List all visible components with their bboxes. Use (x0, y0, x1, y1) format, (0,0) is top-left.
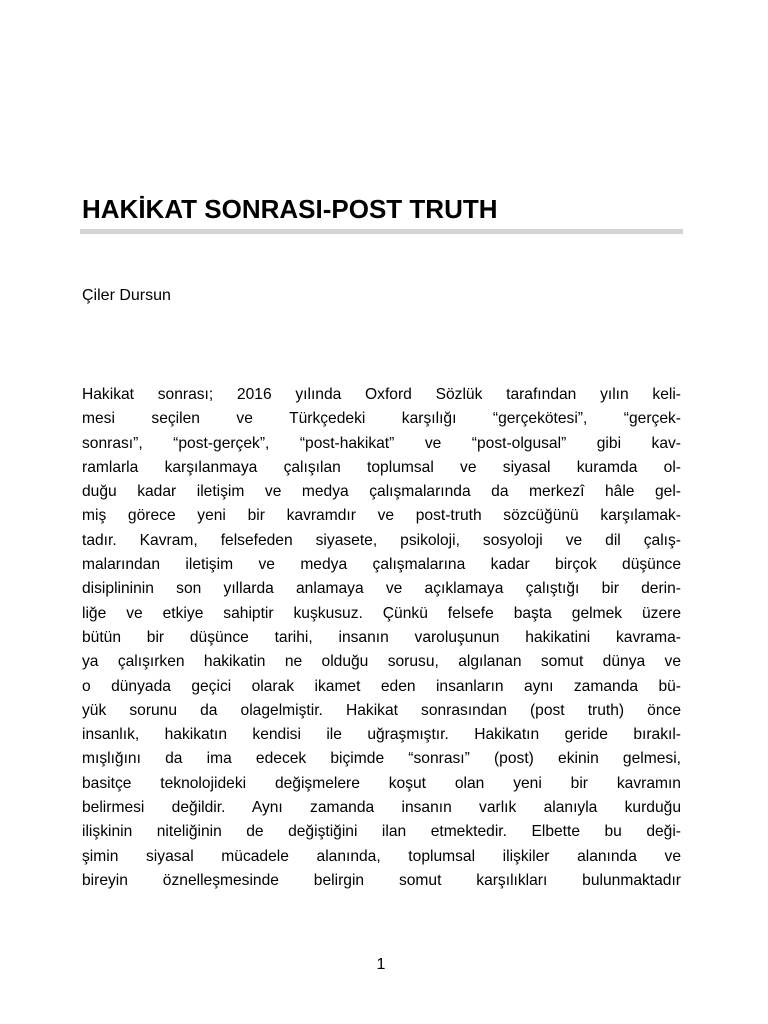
body-line: ya çalışırken hakikatin ne olduğu sorusu, algılanan somut dünya ve (82, 653, 681, 671)
page-number: 1 (376, 956, 386, 973)
body-line: malarından iletişim ve medya çalışmalarına kadar birçok düşünce (82, 556, 681, 574)
body-line: ilişkinin niteliğinin de değiştiğini ilan etmektedir. Elbette bu deği- (82, 823, 681, 841)
body-line: miş görece yeni bir kavramdır ve post-truth sözcüğünü karşılamak- (82, 507, 681, 525)
body-line: bütün bir düşünce tarihi, insanın varoluşunun hakikatini kavrama- (82, 628, 681, 646)
body-line: mışlığını da ima edecek biçimde “sonrası” (post) ekinin gelmesi, (82, 750, 681, 768)
body-line: duğu kadar iletişim ve medya çalışmalarında da merkezî hâle gel- (82, 483, 681, 501)
chapter-title: HAKİKAT SONRASI-POST TRUTH (82, 194, 498, 224)
body-line: sonrası”, “post-gerçek”, “post-hakikat” ve “post-olgusal” gibi kav- (82, 434, 681, 452)
body-line: bireyin öznelleşmesinde belirgin somut karşılıkları bulunmaktadır (82, 871, 681, 889)
body-line: liğe ve etkiye sahiptir kuşkusuz. Çünkü felsefe başta gelmek üzere (82, 604, 681, 622)
body-line: disiplininin son yıllarda anlamaya ve açıklamaya çalıştığı bir derin- (82, 580, 681, 598)
body-line: Hakikat sonrası; 2016 yılında Oxford Sözlük tarafından yılın keli- (82, 386, 681, 403)
body-line: basitçe teknolojideki değişmelere koşut olan yeni bir kavramın (82, 774, 681, 792)
body-paragraph (82, 383, 681, 893)
body-line: yük sorunu da olagelmiştir. Hakikat sonrasından (post truth) önce (82, 701, 681, 719)
body-line: mesi seçilen ve Türkçedeki karşılığı “gerçekötesi”, “gerçek- (82, 410, 681, 428)
body-line: ramlarla karşılanmaya çalışılan toplumsal ve siyasal kuramda ol- (82, 458, 681, 476)
title-underline-rule (80, 229, 683, 234)
body-line: belirmesi değildir. Aynı zamanda insanın varlık alanıyla kurduğu (82, 799, 681, 817)
body-line: tadır. Kavram, felsefeden siyasete, psikoloji, sosyoloji ve dil çalış- (82, 531, 681, 549)
author-name: Çiler Dursun (82, 287, 171, 304)
body-line: insanlık, hakikatın kendisi ile uğraşmıştır. Hakikatın geride bırakıl- (82, 726, 681, 744)
body-line: o dünyada geçici olarak ikamet eden insanların aynı zamanda bü- (82, 677, 681, 695)
body-line: şimin siyasal mücadele alanında, toplumsal ilişkiler alanında ve (82, 847, 681, 865)
